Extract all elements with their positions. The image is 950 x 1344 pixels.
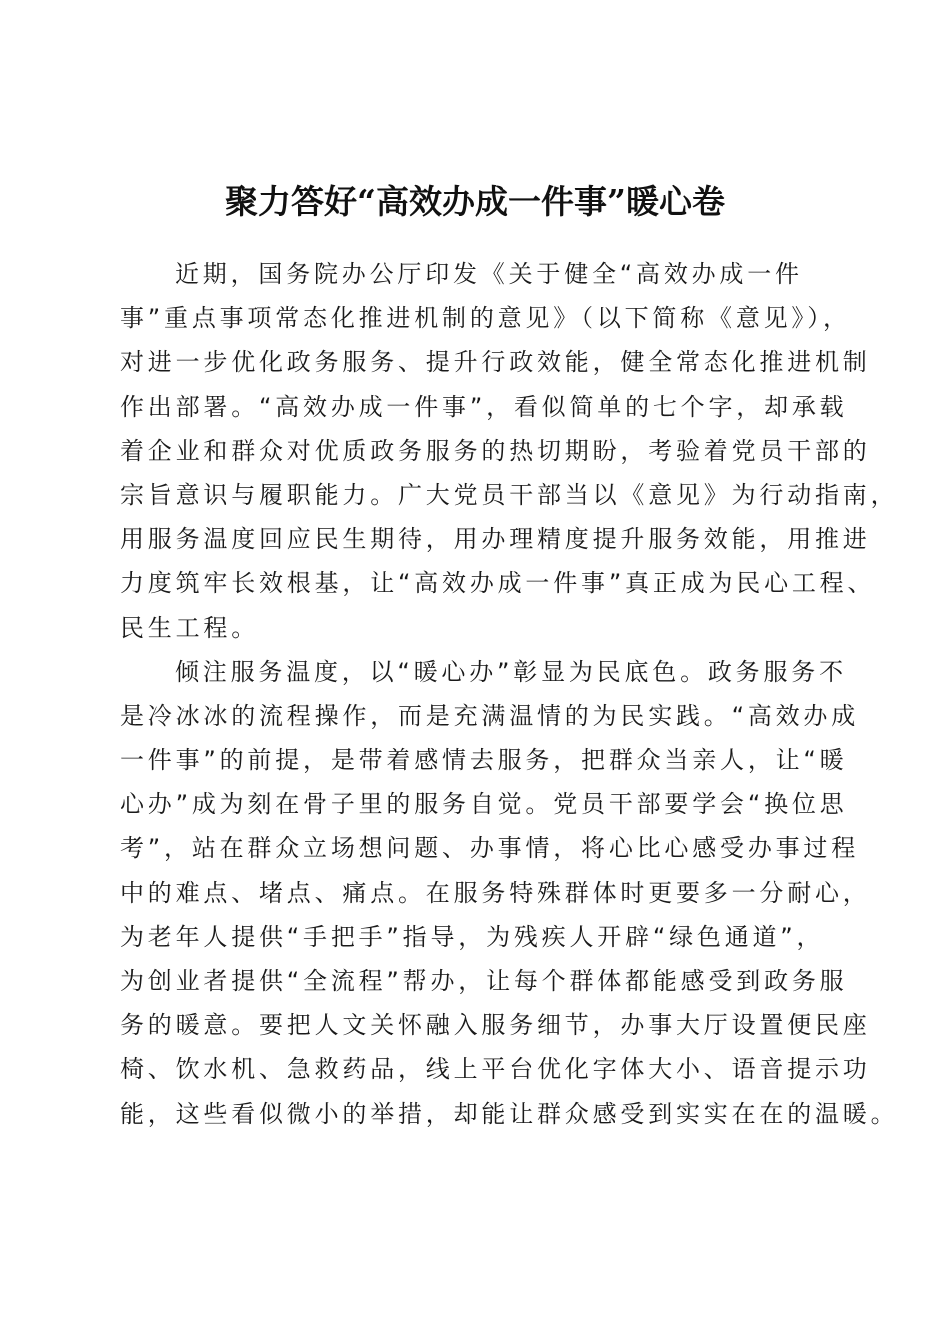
paragraph-line: 作出部署。“高效办成一件事”，看似简单的七个字，却承载: [120, 392, 848, 421]
paragraph-line: 为创业者提供“全流程”帮办，让每个群体都能感受到政务服: [120, 967, 848, 995]
paragraph-line: 宗旨意识与履职能力。广大党员干部当以《意见》为行动指南，: [120, 480, 899, 509]
paragraph-line: 考”，站在群众立场想问题、办事情，将心比心感受办事过程: [120, 834, 860, 863]
paragraph-line: 为老年人提供“手把手”指导，为残疾人开辟“绿色通道”，: [120, 922, 825, 951]
paragraph-line: 务的暖意。要把人文关怀融入服务细节，办事大厅设置便民座: [120, 1011, 871, 1040]
paragraph-line: 倾注服务温度，以“暖心办”彰显为民底色。政务服务不: [175, 657, 847, 686]
paragraph-line: 能，这些看似微小的举措，却能让群众感受到实实在在的温暖。: [120, 1099, 899, 1128]
paragraph-line: 民生工程。: [120, 613, 259, 642]
paragraph-line: 是冷冰冰的流程操作，而是充满温情的为民实践。“高效办成: [120, 701, 860, 730]
article-body: [120, 252, 899, 1136]
paragraph-line: 事”重点事项常态化推进机制的意见》（以下简称《意见》），: [120, 304, 851, 333]
paragraph-line: 对进一步优化政务服务、提升行政效能，健全常态化推进机制: [120, 348, 871, 377]
paragraph-line: 用服务温度回应民生期待，用办理精度提升服务效能，用推进: [120, 525, 871, 554]
paragraph-line: 着企业和群众对优质政务服务的热切期盼，考验着党员干部的: [120, 436, 871, 465]
paragraph-line: 椅、饮水机、急救药品，线上平台优化字体大小、语音提示功: [120, 1055, 871, 1084]
paragraph-line: 心办”成为刻在骨子里的服务自觉。党员干部要学会“换位思: [120, 790, 848, 819]
paragraph-line: 近期，国务院办公厅印发《关于健全“高效办成一件: [175, 260, 803, 288]
paragraph-2: [120, 650, 899, 1136]
paragraph-line: 力度筑牢长效根基，让“高效办成一件事”真正成为民心工程、: [120, 569, 876, 598]
paragraph-line: 一件事”的前提，是带着感情去服务，把群众当亲人，让“暖: [120, 746, 848, 775]
paragraph-1: [120, 252, 899, 650]
paragraph-line: 中的难点、堵点、痛点。在服务特殊群体时更要多一分耐心，: [120, 878, 871, 907]
page-title: 聚力答好“高效办成一件事”暖心卷: [225, 182, 725, 221]
